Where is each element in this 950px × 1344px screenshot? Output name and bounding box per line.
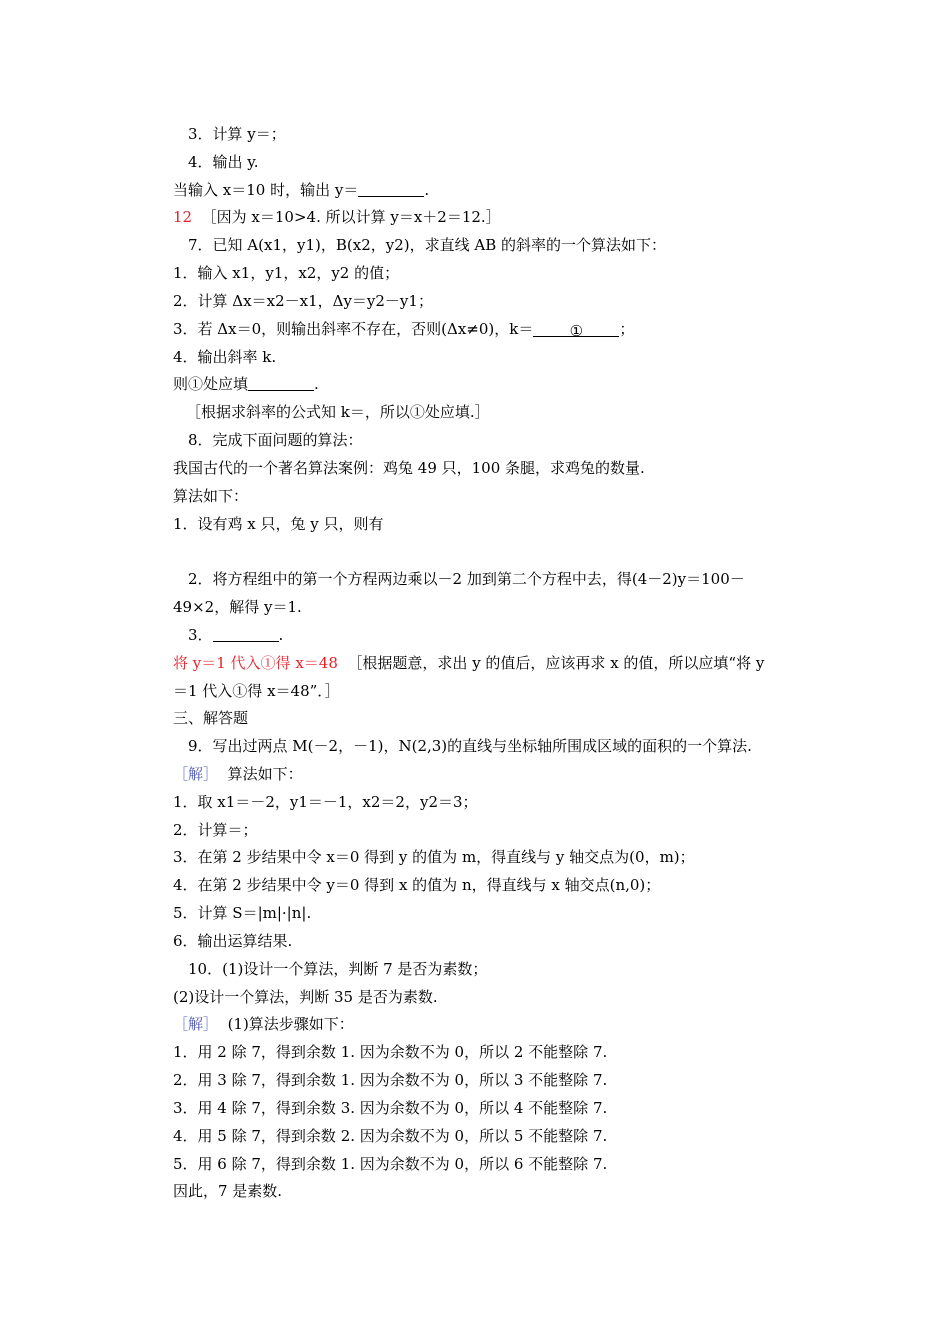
- line: 我国古代的一个著名算法案例：鸡兔 49 只，100 条腿，求鸡兔的数量.: [173, 459, 645, 477]
- line: ＝1 代入①得 x＝48”．］: [173, 682, 340, 700]
- line: 4．用 5 除 7，得到余数 2. 因为余数不为 0，所以 5 不能整除 7.: [173, 1127, 608, 1145]
- line: 3．计算 y＝；: [188, 125, 286, 143]
- line: 1．设有鸡 x 只，兔 y 只，则有: [173, 515, 384, 533]
- question-7: 7．已知 A(x1，y1)，B(x2，y2)，求直线 AB 的斜率的一个算法如下：: [188, 236, 667, 254]
- question-10: 10．(1)设计一个算法，判断 7 是否为素数；: [188, 960, 488, 978]
- line: 2．计算＝；: [173, 821, 258, 839]
- answer-blank: [358, 181, 424, 197]
- line: 5．用 6 除 7，得到余数 1. 因为余数不为 0，所以 6 不能整除 7.: [173, 1155, 608, 1173]
- line: 2．计算 Δx＝x2－x1，Δy＝y2－y1；: [173, 292, 433, 310]
- answer-line: 将 y＝1 代入①得 x＝48 ［根据题意，求出 y 的值后，应该再求 x 的值，所以应填“将 y: [173, 654, 765, 672]
- answer-blank: [213, 626, 279, 642]
- line: ［解］ (1)算法步骤如下：: [173, 1015, 354, 1033]
- line: 1．输入 x1，y1，x2，y2 的值；: [173, 264, 400, 282]
- line: 5．计算 S＝|m|·|n|.: [173, 904, 312, 922]
- line: 2．将方程组中的第一个方程两边乘以－2 加到第二个方程中去，得(4－2)y＝100－: [188, 570, 745, 588]
- line: 3． .: [188, 626, 284, 644]
- question-9: 9．写出过两点 M(－2，－1)，N(2,3)的直线与坐标轴所围成区域的面积的一个算法.: [188, 737, 752, 755]
- line: 当输入 x＝10 时，输出 y＝ .: [173, 181, 430, 199]
- line: 49×2，解得 y＝1.: [173, 598, 302, 616]
- line: 则①处应填 .: [173, 375, 319, 393]
- line: (2)设计一个算法，判断 35 是否为素数.: [173, 988, 438, 1006]
- line: 6．输出运算结果.: [173, 932, 293, 950]
- line: 4．输出 y.: [188, 153, 259, 171]
- answer-line: 12 ［因为 x＝10>4. 所以计算 y＝x＋2＝12.］: [173, 208, 501, 226]
- line: ［解］ 算法如下：: [173, 765, 303, 783]
- line: 1．取 x1＝－2，y1＝－1，x2＝2，y2＝3；: [173, 793, 478, 811]
- answer-line: ［根据求斜率的公式知 k＝，所以①处应填.］: [186, 403, 490, 421]
- section-heading: 三、解答题: [173, 709, 249, 727]
- answer-blank: ①: [533, 321, 619, 337]
- line: 3．在第 2 步结果中令 x＝0 得到 y 的值为 m，得直线与 y 轴交点为(0，m)；: [173, 848, 695, 866]
- line: 4．输出斜率 k.: [173, 348, 277, 366]
- line: 算法如下：: [173, 487, 249, 505]
- answer-blank: [248, 375, 314, 391]
- line: 2．用 3 除 7，得到余数 1. 因为余数不为 0，所以 3 不能整除 7.: [173, 1071, 608, 1089]
- line: 因此，7 是素数.: [173, 1182, 283, 1200]
- line: 1．用 2 除 7，得到余数 1. 因为余数不为 0，所以 2 不能整除 7.: [173, 1043, 608, 1061]
- line: 4．在第 2 步结果中令 y＝0 得到 x 的值为 n，得直线与 x 轴交点(n,0)；: [173, 876, 661, 894]
- line: 3．若 Δx＝0，则输出斜率不存在，否则(Δx≠0)，k＝ ① ；: [173, 320, 635, 340]
- line: 3．用 4 除 7，得到余数 3. 因为余数不为 0，所以 4 不能整除 7.: [173, 1099, 608, 1117]
- question-8: 8．完成下面问题的算法：: [188, 431, 363, 449]
